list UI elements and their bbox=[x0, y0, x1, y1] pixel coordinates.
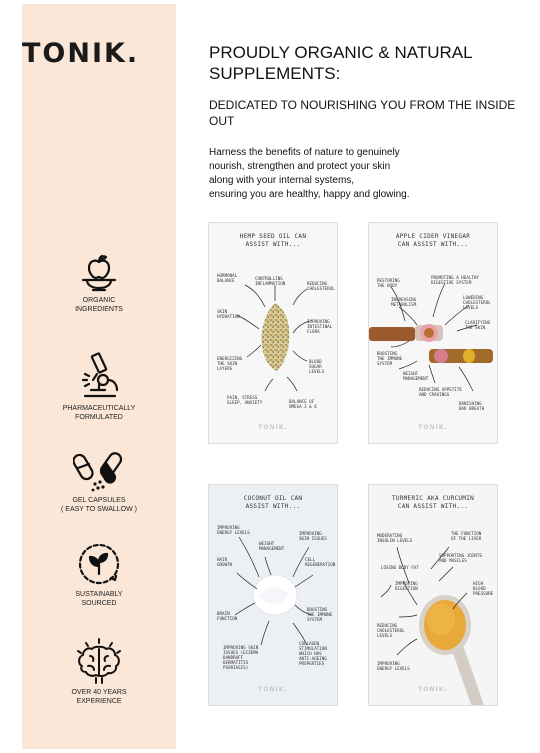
benefit-label: MODERATING INSULIN LEVELS bbox=[377, 533, 413, 543]
card-title: COCONUT OIL CAN ASSIST WITH... bbox=[243, 495, 303, 510]
card-brand: TONIK. bbox=[418, 424, 448, 431]
sprout-cycle-icon bbox=[75, 540, 123, 588]
benefit-label: IMPROVING ENERGY LEVELS bbox=[377, 661, 410, 671]
feature-label-line: ( EASY TO SWALLOW ) bbox=[61, 506, 137, 513]
feature-label-line: OVER 40 YEARS bbox=[71, 689, 127, 696]
benefit-label: REDUCING CHOLESTEROL LEVELS bbox=[377, 623, 405, 638]
benefit-label: PAIN, STRESS SLEEP, ANXIETY bbox=[227, 395, 263, 405]
feature-label-line: SUSTAINABLY bbox=[75, 591, 123, 598]
intro-text bbox=[209, 146, 529, 202]
benefit-label: BOOSTING THE IMMUNE SYSTEM bbox=[377, 351, 403, 366]
card-title: APPLE CIDER VINEGAR CAN ASSIST WITH... bbox=[395, 233, 471, 248]
feature-label-line: FORMULATED bbox=[75, 414, 123, 421]
benefit-label: WEIGHT MANAGEMENT bbox=[403, 371, 429, 381]
feature-sustainable bbox=[39, 540, 159, 608]
benefit-label: PROMOTING A HEALTHY DIGESTIVE SYSTEM bbox=[431, 275, 479, 285]
card-coconut-oil bbox=[208, 484, 338, 706]
feature-experience bbox=[39, 636, 159, 706]
benefit-label: LOWERING CHOLESTEROL LEVELS bbox=[463, 295, 491, 310]
feature-label-line: GEL CAPSULES bbox=[72, 497, 126, 504]
benefit-label: COLLAGEN STIMULATION WHICH HAS ANTI-AGEING PROPERTIES bbox=[299, 641, 327, 666]
benefit-label: IMPROVING DIGESTION bbox=[395, 581, 418, 591]
coconut-oil-image bbox=[209, 485, 338, 706]
page-subheading: DEDICATED TO NOURISHING YOU FROM THE INSIDE OUT bbox=[209, 98, 516, 128]
microscope-icon bbox=[77, 350, 121, 402]
benefit-label: CELL REGENERATION bbox=[305, 557, 336, 567]
benefit-label: HIGH BLOOD PRESSURE bbox=[473, 581, 494, 596]
capsules-icon bbox=[73, 448, 125, 494]
card-title: HEMP SEED OIL CAN ASSIST WITH... bbox=[239, 233, 307, 248]
benefit-label: BALANCE OF OMEGA 3 & 6 bbox=[289, 399, 317, 409]
benefit-label: BANISHING BAD BREATH bbox=[459, 401, 485, 411]
brand-logo: TONIK. bbox=[22, 38, 140, 69]
card-brand: TONIK. bbox=[258, 686, 288, 693]
benefit-label: CONTROLLING INFLAMMATION bbox=[255, 276, 286, 286]
benefit-label: CLARIFYING THE SKIN bbox=[465, 320, 491, 330]
intro-line: ensuring you are healthy, happy and glowing. bbox=[209, 189, 410, 200]
benefit-label: IMPROVING SKIN ISSUES (ECZEMA DANDRUFF DERMATITIS PSORIASIS) bbox=[223, 645, 259, 670]
benefit-label: SKIN HYDRATION bbox=[217, 309, 240, 319]
feature-organic bbox=[39, 250, 159, 314]
intro-line: along with your internal systems, bbox=[209, 175, 355, 186]
benefit-label: HORMONAL BALANCE bbox=[217, 273, 238, 283]
intro-line: nourish, strengthen and protect your skin bbox=[209, 161, 391, 172]
card-brand: TONIK. bbox=[418, 686, 448, 693]
benefit-label: RESTORING THE BODY bbox=[377, 278, 400, 288]
benefit-label: HAIR GROWTH bbox=[217, 557, 233, 567]
feature-label-line: INGREDIENTS bbox=[75, 306, 123, 313]
benefit-label: INCREASING METABOLISM bbox=[391, 297, 417, 307]
benefit-label: IMPROVING ENERGY LEVELS bbox=[217, 525, 250, 535]
benefit-label: LOSING BODY FAT bbox=[381, 565, 419, 570]
benefit-label: BRAIN FUNCTION bbox=[217, 611, 238, 621]
benefit-label: THE FUNCTION OF THE LIVER bbox=[451, 531, 482, 541]
benefit-label: REDUCING APPETITE AND CRAVINGS bbox=[419, 387, 462, 397]
benefit-label: IMPROVING SKIN ISSUES bbox=[299, 531, 327, 541]
feature-label-line: PHARMACEUTICALLY bbox=[62, 405, 136, 412]
feature-label-line: SOURCED bbox=[81, 600, 117, 607]
benefit-label: IMPROVING INTESTINAL FLORA bbox=[307, 319, 333, 334]
benefit-label: BOOSTING THE IMMUNE SYSTEM bbox=[307, 607, 333, 622]
benefit-label: REDUCING CHOLESTEROL bbox=[307, 281, 335, 291]
apple-scale-icon bbox=[77, 250, 121, 294]
feature-pharmaceutical bbox=[39, 350, 159, 422]
benefit-label: SUPPORTING JOINTS AND MUSCLES bbox=[439, 553, 482, 563]
card-hemp-seed-oil bbox=[208, 222, 338, 444]
card-brand: TONIK. bbox=[258, 424, 288, 431]
benefit-label: WEIGHT MANAGEMENT bbox=[259, 541, 285, 551]
brain-icon bbox=[72, 636, 126, 686]
card-apple-cider-vinegar bbox=[368, 222, 498, 444]
card-title: TURMERIC AKA CURCUMIN CAN ASSIST WITH... bbox=[391, 495, 475, 510]
feature-label-line: EXPERIENCE bbox=[76, 698, 122, 705]
feature-capsules bbox=[39, 448, 159, 514]
page-heading: PROUDLY ORGANIC & NATURAL SUPPLEMENTS: bbox=[209, 43, 472, 83]
feature-label-line: ORGANIC bbox=[82, 297, 116, 304]
intro-line: Harness the benefits of nature to genuinely bbox=[209, 147, 400, 158]
card-turmeric bbox=[368, 484, 498, 706]
benefit-label: ENERGIZING THE SKIN LAYERS bbox=[217, 356, 243, 371]
benefit-label: BLOOD SUGAR LEVELS bbox=[309, 359, 325, 374]
